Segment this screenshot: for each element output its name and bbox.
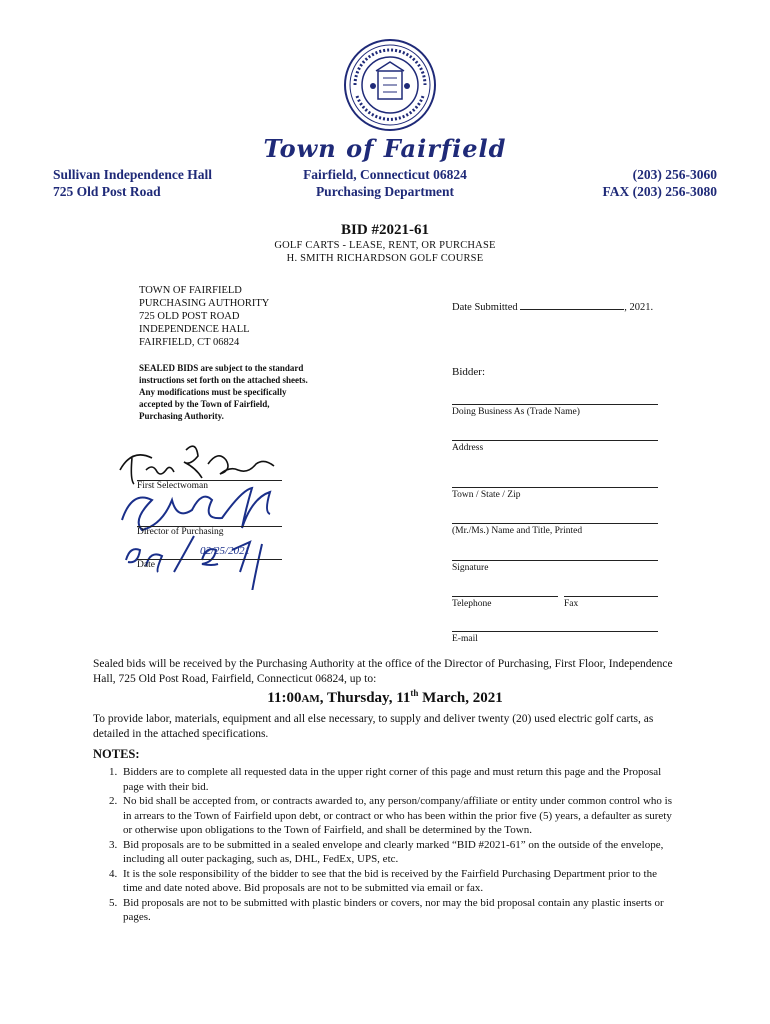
deadline-day: , Thursday, 11	[319, 690, 411, 706]
sealed-note-line: accepted by the Town of Fairfield,	[139, 399, 270, 409]
email-field[interactable]: E-mail	[452, 631, 658, 644]
bid-subtitle-2: H. SMITH RICHARDSON GOLF COURSE	[286, 253, 484, 264]
note-item	[109, 794, 673, 838]
note-text: Bid proposals are not to be submitted with plastic binders or covers, nor may the bid proposal contain any plastic inserts or pages.	[123, 896, 664, 923]
header-left-line2: 725 Old Post Road	[53, 184, 161, 199]
deadline-ampm: AM	[301, 693, 320, 705]
notes-list	[109, 765, 673, 925]
note-number: 3.	[109, 838, 118, 851]
deadline-sup: th	[410, 688, 419, 698]
address-line: 725 OLD POST ROAD	[139, 311, 240, 322]
note-number: 4.	[109, 867, 118, 880]
note-item	[109, 896, 673, 925]
note-text: It is the sole responsibility of the bidder to see that the bid is received by the Fairfield Purchasing Department prior to the time and date noted above. Bid proposals are not to be submitted via email or fax.	[123, 867, 657, 894]
scope-paragraph: To provide labor, materials, equipment and all else necessary, to supply and deliver twenty (20) used electric golf carts, as detailed in the attached specifications.	[93, 713, 654, 740]
date-submitted-suffix: , 2021.	[624, 302, 654, 313]
note-text: Bidders are to complete all requested data in the upper right corner of this page and must return this page and the Proposal page with their bid.	[123, 766, 662, 793]
header-right	[603, 166, 717, 200]
town-state-zip-field[interactable]: Town / State / Zip	[452, 487, 658, 500]
note-text: No bid shall be accepted from, or contracts awarded to, any person/company/affiliate or entity under common control who is in arrears to the Town of Fairfield upon debt, or contract or who has been within the prior five (5) years, a defaulter as surety or otherwise upon obligations to the Town of Fairfield, and shall be determined by the Town.	[123, 795, 673, 836]
note-number: 1.	[109, 766, 118, 778]
address-line: PURCHASING AUTHORITY	[139, 298, 270, 309]
address-field[interactable]: Address	[452, 440, 658, 453]
address-line: FAIRFIELD, CT 06824	[139, 337, 240, 348]
director-label: Director of Purchasing	[137, 527, 224, 537]
bidder-label: Bidder:	[452, 366, 485, 378]
note-number: 2.	[109, 795, 118, 807]
note-item	[109, 867, 673, 896]
address-line: TOWN OF FAIRFIELD	[139, 285, 242, 296]
header-fax: FAX (203) 256-3080	[602, 184, 717, 199]
address-block	[139, 284, 269, 349]
first-selectwoman-label: First Selectwoman	[137, 481, 208, 491]
sealed-bids-note	[139, 362, 339, 422]
header-center-line1: Fairfield, Connecticut 06824	[303, 167, 467, 182]
note-text: Bid proposals are to be submitted in a sealed envelope and clearly marked “BID #2021-61” on the outside of the envelope, including all outer packaging, such as, DHL, FedEx, UPS, etc.	[123, 838, 664, 865]
bid-subtitle-1: GOLF CARTS - LEASE, RENT, OR PURCHASE	[274, 240, 496, 251]
sealed-note-line: Any modifications must be specifically	[139, 387, 287, 397]
sealed-note-line: instructions set forth on the attached sheets.	[139, 375, 308, 385]
fax-field[interactable]: Fax	[564, 596, 658, 609]
header-center-line2: Purchasing Department	[315, 184, 455, 199]
telephone-field[interactable]: Telephone	[452, 596, 558, 609]
sealed-note-line: Purchasing Authority.	[139, 411, 224, 421]
deadline-time: 11:00	[267, 690, 302, 706]
date-submitted-label: Date Submitted	[452, 302, 518, 313]
note-number: 5.	[109, 896, 118, 909]
bid-deadline	[0, 688, 770, 707]
intro-paragraph: Sealed bids will be received by the Purchasing Authority at the office of the Director of Purchasing, First Floor, Independence Hall, 725 Old Post Road, Fairfield, Connecticut 06824, up to:	[93, 658, 673, 685]
signature-field[interactable]: Signature	[452, 560, 658, 573]
note-item	[109, 838, 673, 867]
header-left-line1: Sullivan Independence Hall	[53, 167, 213, 182]
town-seal-image	[343, 38, 437, 132]
deadline-rest: March, 2021	[418, 690, 503, 706]
address-line: INDEPENDENCE HALL	[139, 324, 250, 335]
date-submitted-blank[interactable]	[520, 299, 624, 310]
sealed-note-line: SEALED BIDS are subject to the standard	[139, 363, 304, 373]
note-item	[109, 765, 673, 794]
bid-number: BID #2021-61	[341, 222, 429, 238]
trade-name-field[interactable]: Doing Business As (Trade Name)	[452, 404, 658, 417]
date-submitted	[452, 299, 653, 313]
town-title: Town of Fairfield	[263, 134, 507, 163]
header-phone: (203) 256-3060	[632, 167, 717, 182]
notes-title: NOTES:	[93, 747, 140, 761]
date-signature-line	[137, 559, 282, 560]
date-handwritten: 02/25/2021	[200, 545, 251, 557]
date-label: Date	[137, 560, 155, 570]
name-title-field[interactable]: (Mr./Ms.) Name and Title, Printed	[452, 523, 658, 536]
